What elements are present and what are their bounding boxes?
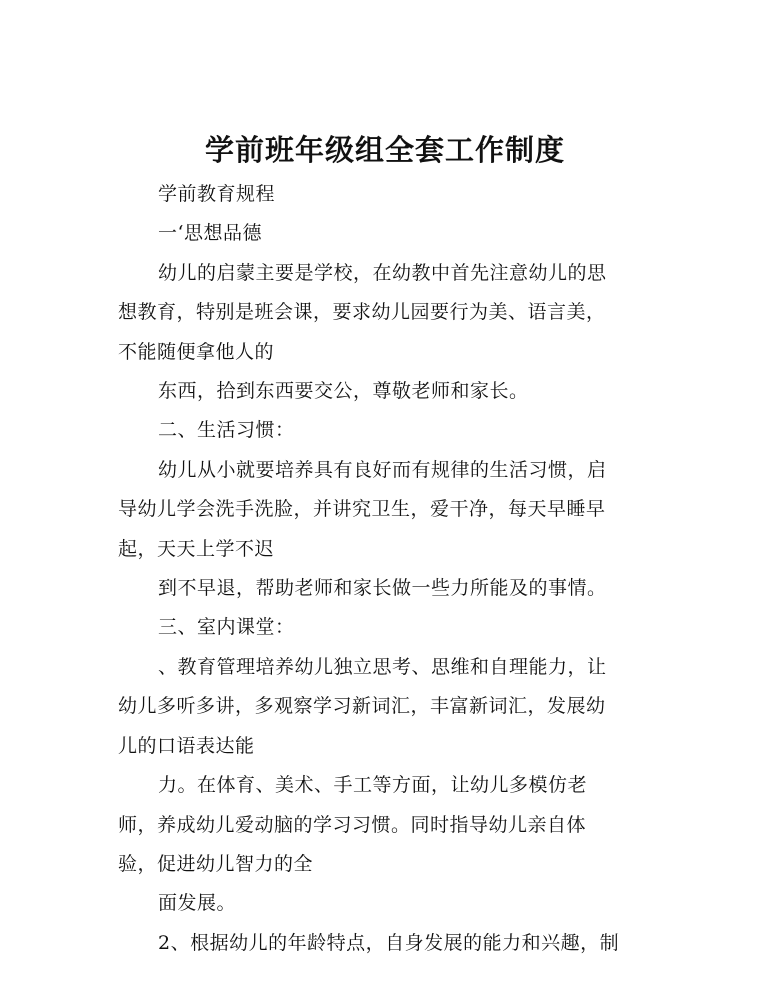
paragraph-5: 二、生活习惯： [158, 419, 295, 442]
paragraph-11: 面发展。 [158, 892, 237, 915]
paragraph-6: 幼儿从小就要培养具有良好而有规律的生活习惯，启 导幼儿学会洗手洗脸，并讲究卫生，爱干净，每天早睡早 起，天天上学不迟 [118, 458, 607, 560]
paragraph-1: 学前教育规程 [158, 183, 276, 205]
paragraph-3: 幼儿的启蒙主要是学校，在幼教中首先注意幼儿的思 想教育，特别是班会课，要求幼儿园要行为美、语言美， 不能随便拿他人的 [118, 261, 607, 363]
paragraph-2: 一‘思想品德 [158, 222, 263, 245]
paragraph-4: 东西，拾到东西要交公，尊敬老师和家长。 [158, 380, 529, 403]
paragraph-9: 、教育管理培养幼儿独立思考、思维和自理能力，让 幼儿多听多讲，多观察学习新词汇，丰富新词汇，发展幼 儿的口语表达能 [118, 655, 607, 757]
paragraph-8: 三、室内课堂： [158, 616, 295, 639]
paragraph-7: 到不早退，帮助老师和家长做一些力所能及的事情。 [158, 577, 607, 600]
document-title: 学前班年级组全套工作制度 [204, 133, 565, 167]
document-body [118, 175, 658, 963]
paragraph-10: 力。在体育、美术、手工等方面，让幼儿多模仿老 师，养成幼儿爱动脑的学习习惯。同时指导幼儿亲自体 验，促进幼儿智力的全 [118, 774, 588, 875]
paragraph-12: 2、根据幼儿的年龄特点，自身发展的能力和兴趣，制 [158, 931, 620, 954]
